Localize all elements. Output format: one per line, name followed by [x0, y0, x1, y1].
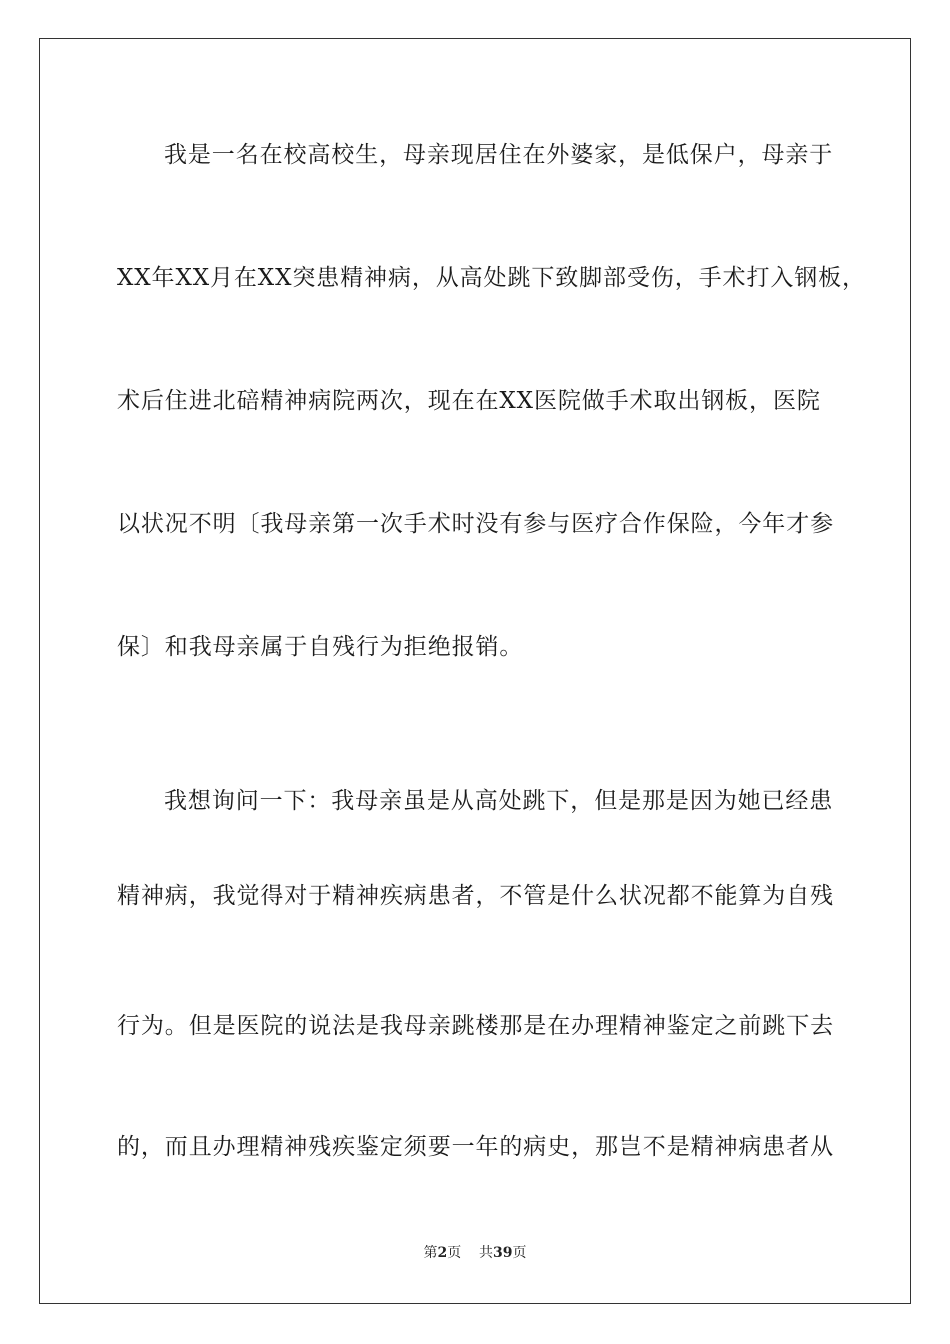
text-line: 精神病，我觉得对于精神疾病患者，不管是什么状况都不能算为自残: [117, 883, 834, 909]
page-suffix: 页: [447, 1245, 462, 1261]
total-suffix: 页: [512, 1245, 527, 1261]
total-prefix: 共: [479, 1245, 494, 1261]
page-prefix: 第: [423, 1245, 438, 1261]
text-line: 以状况不明〔我母亲第一次手术时没有参与医疗合作保险，今年才参: [117, 511, 834, 537]
text-line: 我想询问一下：我母亲虽是从高处跳下，但是那是因为她已经患: [164, 788, 834, 814]
text-line: 保〕和我母亲属于自残行为拒绝报销。: [117, 634, 524, 660]
text-line: 的，而且办理精神残疾鉴定须要一年的病史，那岂不是精神病患者从: [117, 1134, 834, 1160]
page-border: [39, 38, 911, 1304]
text-line: XX年XX月在XX突患精神病，从高处跳下致脚部受伤，手术打入钢板，: [117, 265, 866, 291]
page-footer: [0, 1244, 950, 1262]
total-pages: 39: [493, 1245, 513, 1261]
text-line: 行为。但是医院的说法是我母亲跳楼那是在办理精神鉴定之前跳下去: [117, 1013, 834, 1039]
page-number: 2: [437, 1245, 448, 1261]
text-line: 术后住进北碚精神病院两次，现在在XX医院做手术取出钢板，医院: [117, 388, 821, 414]
text-line: 我是一名在校高校生，母亲现居住在外婆家，是低保户，母亲于: [164, 142, 834, 168]
